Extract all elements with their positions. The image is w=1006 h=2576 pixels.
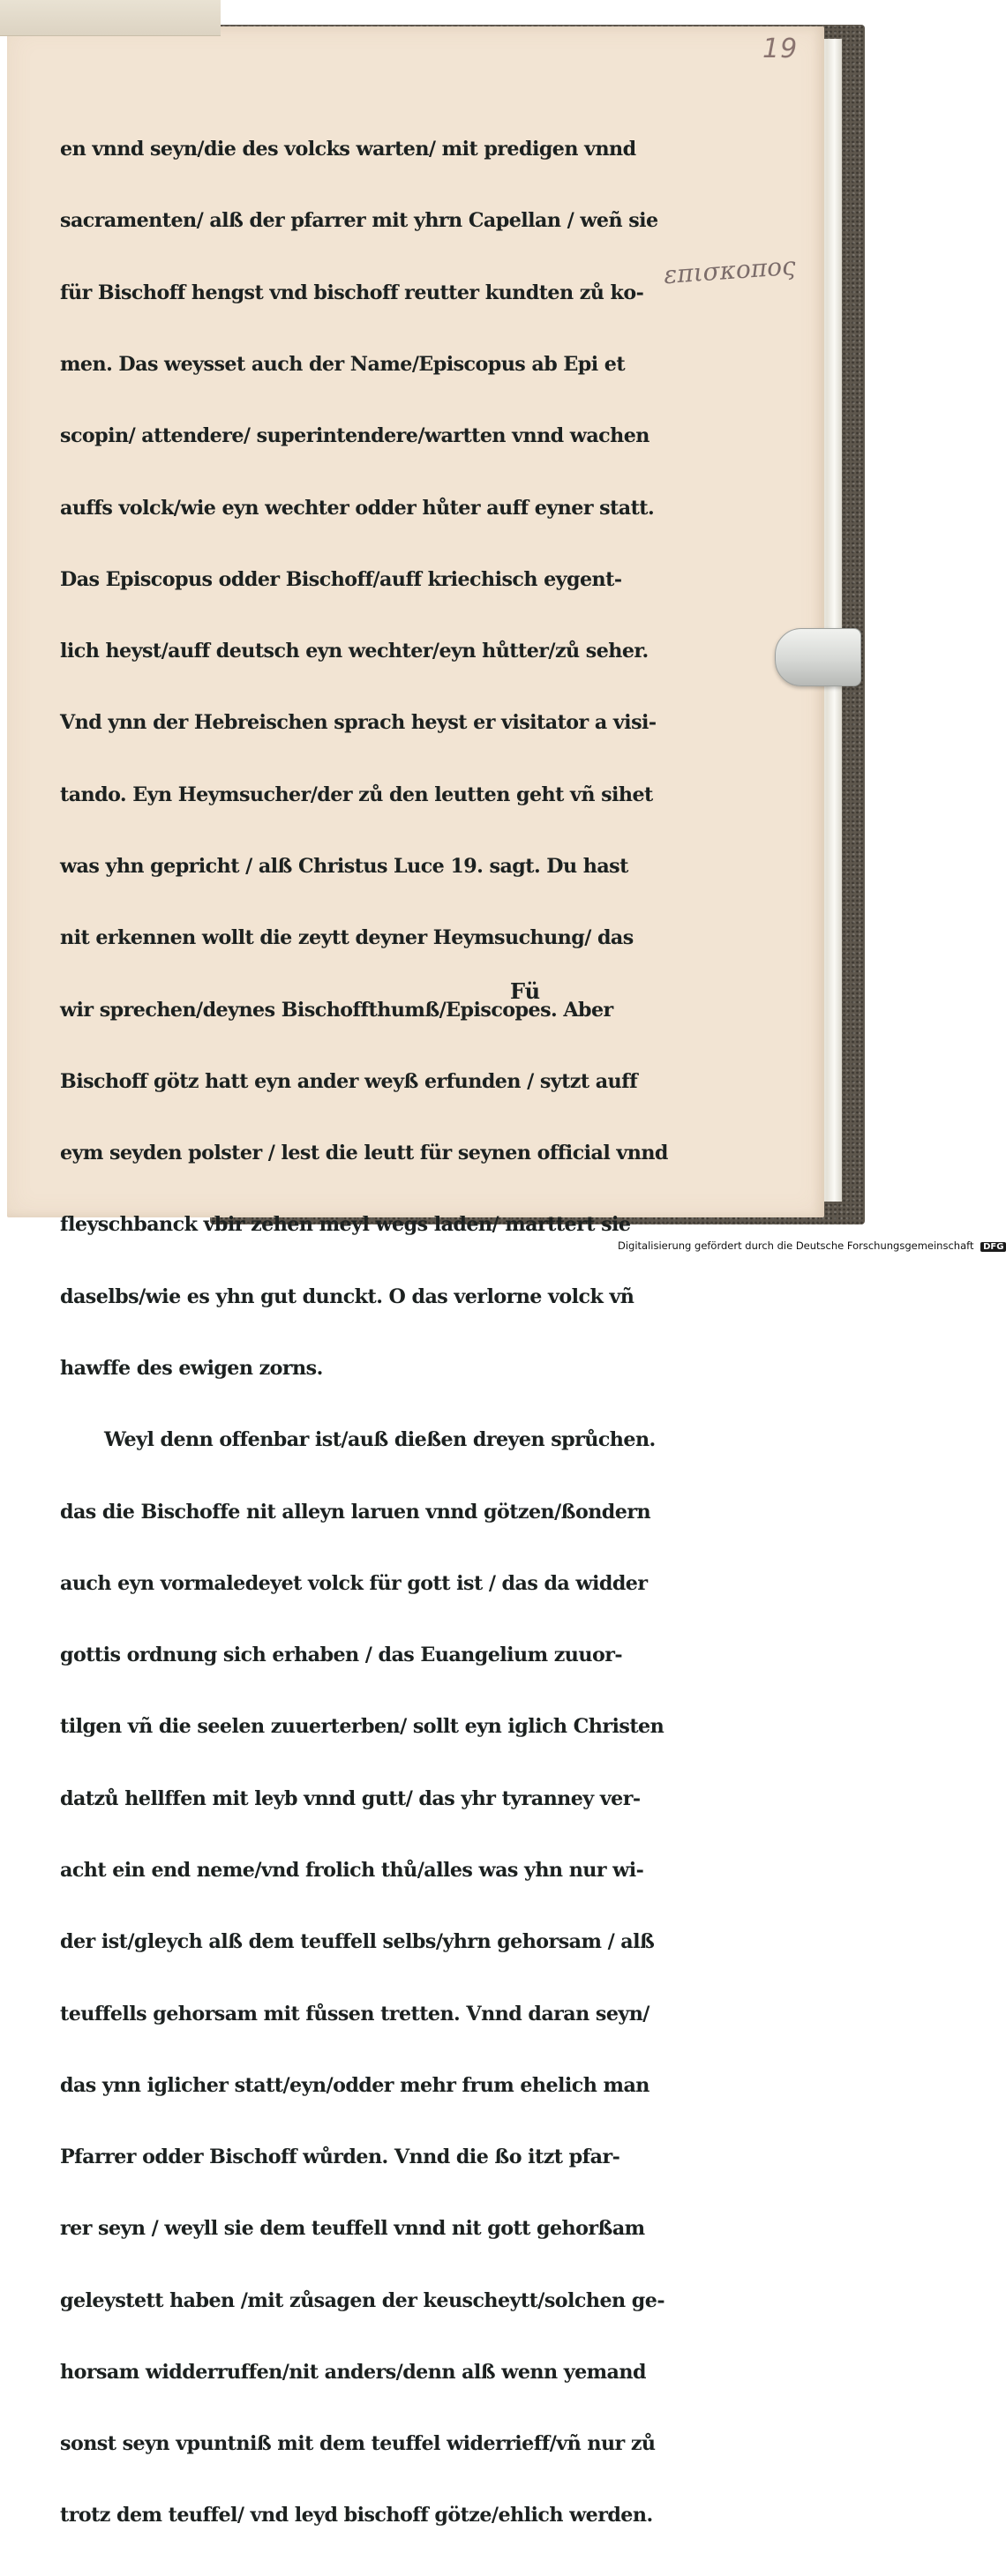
body-text: [60, 90, 668, 2576]
top-paper-strip: [0, 0, 221, 36]
text-line: für Bischoff hengst vnd bischoff reutter kundten zů ko-: [60, 281, 644, 304]
text-line: wir sprechen/deynes Bischoffthumß/Episcopes. Aber: [60, 998, 613, 1022]
text-line: tando. Eyn Heymsucher/der zů den leutten geht vñ sihet: [60, 783, 653, 806]
margin-annotation: επισκοπος: [663, 251, 797, 290]
text-line: der ist/gleych alß dem teuffell selbs/yhrn gehorsam / alß: [60, 1930, 655, 1954]
text-line: en vnnd seyn/die des volcks warten/ mit predigen vnnd: [60, 138, 636, 161]
text-line: rer seyn / weyll sie dem teuffell vnnd nit gott gehorßam: [60, 2217, 645, 2241]
text-line: Pfarrer odder Bischoff wůrden. Vnnd die ßo itzt pfar-: [60, 2145, 620, 2169]
text-line: trotz dem teuffel/ vnd leyd bischoff götze/ehlich werden.: [60, 2504, 653, 2527]
text-line: acht ein end neme/vnd frolich thů/alles was yhn nur wi-: [60, 1858, 644, 1882]
text-line: scopin/ attendere/ superintendere/wartten vnnd wachen: [60, 424, 649, 448]
text-line: geleystett haben /mit zůsagen der keuscheytt/solchen ge-: [60, 2288, 664, 2312]
text-line: sacramenten/ alß der pfarrer mit yhrn Capellan / weñ sie: [60, 209, 658, 233]
signature-mark: Fü: [510, 978, 541, 1004]
text-line: auch eyn vormaledeyet volck für gott ist / das da widder: [60, 1571, 648, 1595]
text-line: tilgen vñ die seelen zuuerterben/ sollt eyn iglich Christen: [60, 1715, 664, 1739]
text-line: auffs volck/wie eyn wechter odder hůter auff eyner statt.: [60, 496, 655, 520]
text-line: sonst seyn vpuntniß mit dem teuffel widerrieff/vñ nur zů: [60, 2432, 656, 2456]
text-line: teuffells gehorsam mit fůssen tretten. Vnnd daran seyn/: [60, 2002, 649, 2026]
text-line: lich heyst/auff deutsch eyn wechter/eyn hůtter/zů seher.: [60, 640, 649, 663]
plastic-clip: [775, 628, 861, 686]
funding-footer: [618, 1239, 1006, 1252]
text-line: eym seyden polster / lest die leutt für seynen official vnnd: [60, 1142, 668, 1165]
text-line: datzů hellffen mit leyb vnnd gutt/ das yhr tyranney ver-: [60, 1786, 641, 1810]
dfg-logo: DFG: [980, 1242, 1006, 1252]
text-line: Bischoff götz hatt eyn ander weyß erfunden / sytzt auff: [60, 1069, 638, 1093]
text-line: das ynn iglicher statt/eyn/odder mehr frum ehelich man: [60, 2073, 649, 2097]
text-line: men. Das weysset auch der Name/Episcopus ab Epi et: [60, 353, 626, 377]
text-line: Das Episcopus odder Bischoff/auff kriechisch eygent-: [60, 567, 622, 591]
text-line: Vnd ynn der Hebreischen sprach heyst er visitator a visi-: [60, 711, 657, 735]
text-line: fleyschbanck vbir zehen meyl wegs laden/ marttert sie: [60, 1213, 631, 1237]
text-line: Weyl denn offenbar ist/auß dießen dreyen sprůchen.: [104, 1428, 656, 1452]
text-line: das die Bischoffe nit alleyn laruen vnnd götzen/ßondern: [60, 1500, 651, 1524]
text-line: nit erkennen wollt die zeytt deyner Heymsuchung/ das: [60, 926, 634, 950]
text-line: daselbs/wie es yhn gut dunckt. O das verlorne volck vñ: [60, 1284, 634, 1308]
text-line: gottis ordnung sich erhaben / das Euangelium zuuor-: [60, 1644, 622, 1667]
text-line: horsam widderruffen/nit anders/denn alß wenn yemand: [60, 2360, 646, 2384]
text-line: hawffe des ewigen zorns.: [60, 1356, 323, 1380]
page-number: 19: [762, 34, 799, 64]
footer-text: Digitalisierung gefördert durch die Deutsche Forschungsgemeinschaft: [618, 1239, 974, 1252]
text-line: was yhn gepricht / alß Christus Luce 19. sagt. Du hast: [60, 855, 628, 878]
